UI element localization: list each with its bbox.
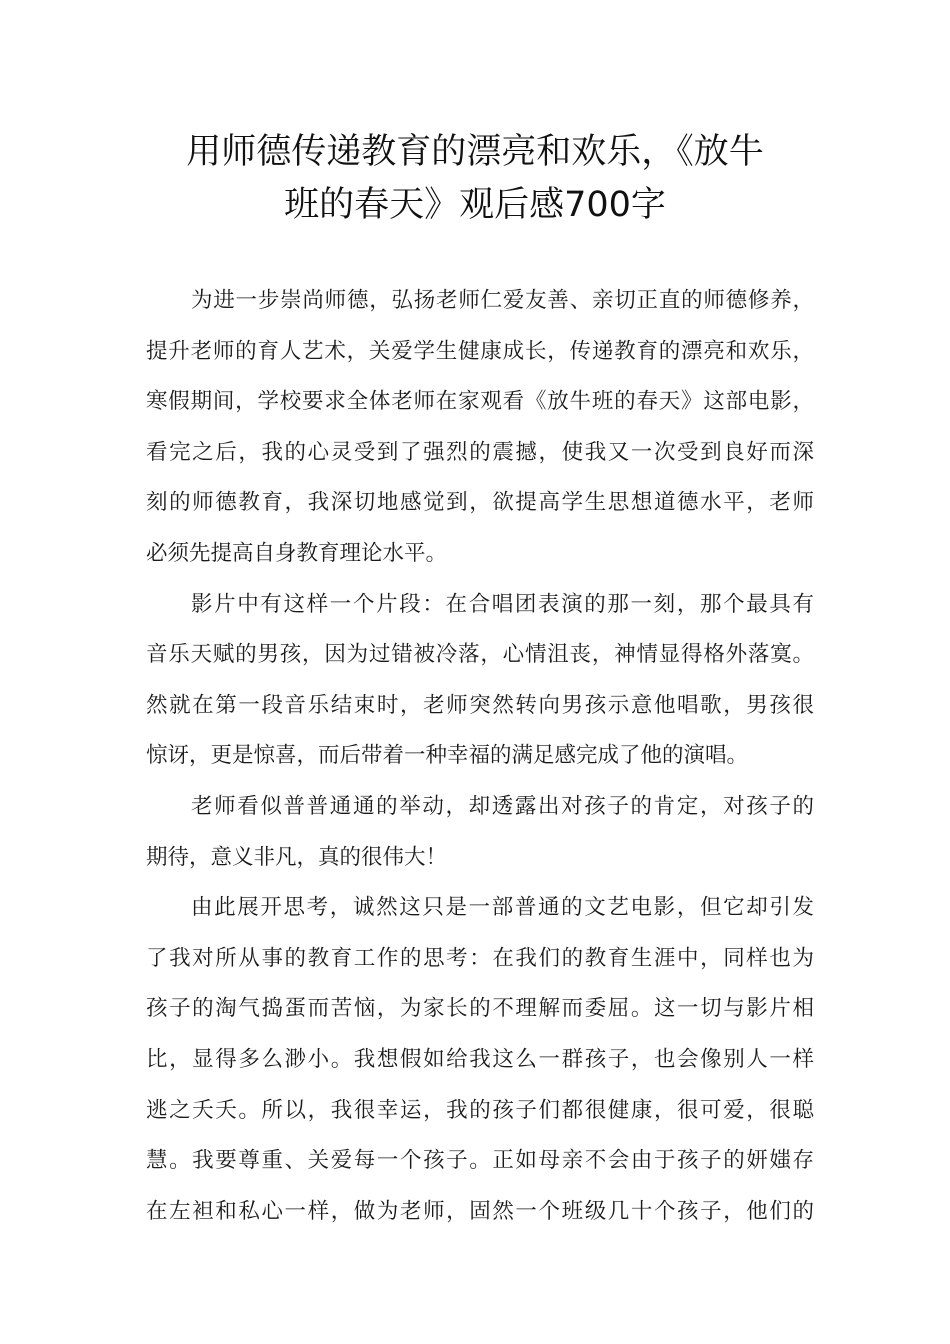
paragraph-line: 期待，意义非凡，真的很伟大！ bbox=[146, 844, 448, 870]
document-body bbox=[146, 276, 814, 1237]
paragraph-line: 了我对所从事的教育工作的思考：在我们的教育生涯中，同样也为 bbox=[146, 945, 814, 971]
paragraph-line: 音乐天赋的男孩，因为过错被冷落，心情沮丧，神情显得格外落寞。 bbox=[146, 642, 814, 668]
paragraph-line: 看完之后，我的心灵受到了强烈的震撼，使我又一次受到良好而深 bbox=[146, 439, 814, 465]
paragraph-line: 孩子的淘气捣蛋而苦恼，为家长的不理解而委屈。这一切与影片相 bbox=[146, 996, 814, 1022]
paragraph-line: 比，显得多么渺小。我想假如给我这么一群孩子，也会像别人一样 bbox=[146, 1046, 814, 1072]
paragraph-line: 提升老师的育人艺术，关爱学生健康成长，传递教育的漂亮和欢乐， bbox=[146, 338, 814, 364]
paragraph-line: 然就在第一段音乐结束时，老师突然转向男孩示意他唱歌，男孩很 bbox=[146, 692, 814, 718]
paragraph-line: 影片中有这样一个片段：在合唱团表演的那一刻，那个最具有 bbox=[191, 591, 814, 617]
paragraph-line: 寒假期间，学校要求全体老师在家观看《放牛班的春天》这部电影， bbox=[146, 389, 814, 415]
paragraph-line: 老师看似普普通通的举动，却透露出对孩子的肯定，对孩子的 bbox=[191, 793, 814, 819]
paragraph-line: 逃之夭夭。所以，我很幸运，我的孩子们都很健康，很可爱，很聪 bbox=[146, 1097, 814, 1123]
paragraph-line: 由此展开思考，诚然这只是一部普通的文艺电影，但它却引发 bbox=[191, 895, 814, 921]
paragraph-line: 必须先提高自身教育理论水平。 bbox=[146, 540, 448, 566]
paragraph-line: 刻的师德教育，我深切地感觉到，欲提高学生思想道德水平，老师 bbox=[146, 490, 814, 516]
document-title bbox=[100, 126, 850, 232]
paragraph-line: 慧。我要尊重、关爱每一个孩子。正如母亲不会由于孩子的妍媸存 bbox=[146, 1148, 814, 1174]
paragraph-line: 为进一步崇尚师德，弘扬老师仁爱友善、亲切正直的师德修养， bbox=[191, 288, 814, 313]
paragraph-line: 在左袒和私心一样，做为老师，固然一个班级几十个孩子，他们的 bbox=[146, 1198, 814, 1224]
title-line: 用师德传递教育的漂亮和欢乐，《放牛 bbox=[186, 132, 764, 172]
paragraph-line: 惊讶，更是惊喜，而后带着一种幸福的满足感完成了他的演唱。 bbox=[146, 743, 749, 769]
title-line: 班的春天》观后感700字 bbox=[284, 185, 666, 225]
